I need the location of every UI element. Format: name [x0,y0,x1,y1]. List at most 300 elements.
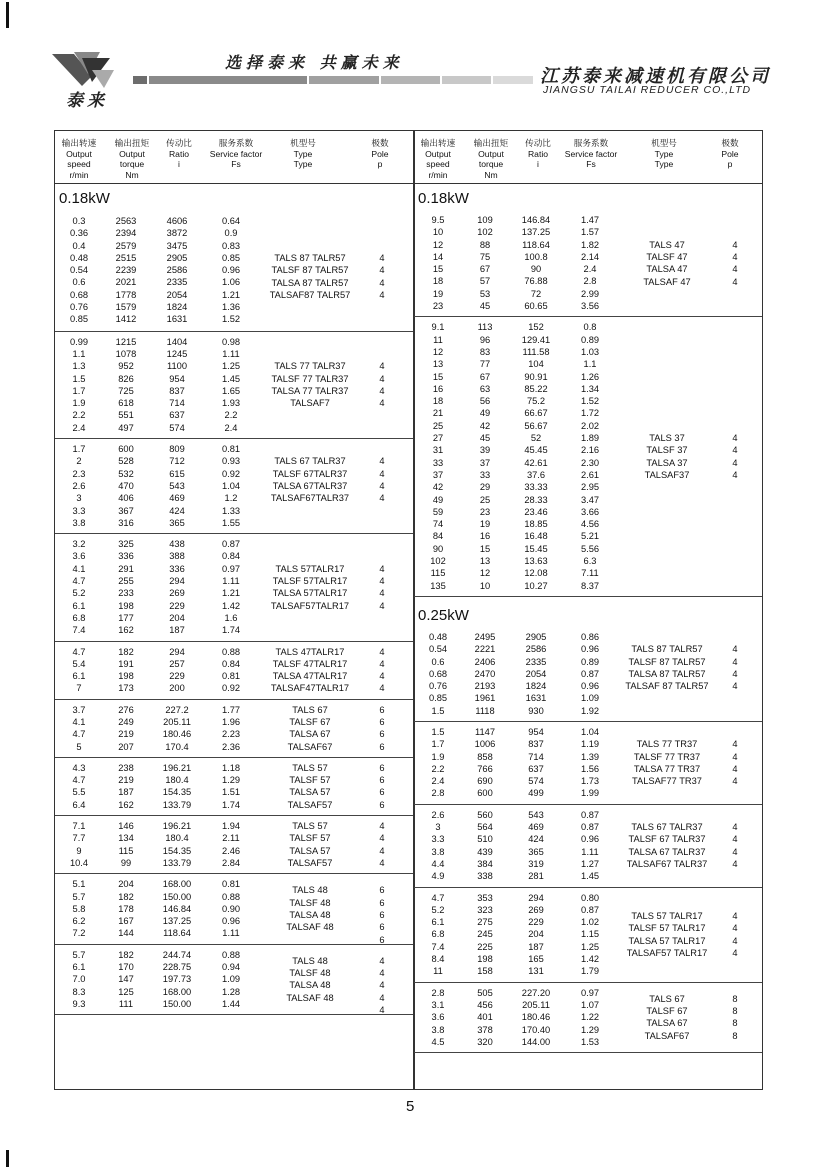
table-row [55,443,414,455]
cell-value: 42 [432,482,444,493]
cell-value: 0.88 [221,891,241,902]
cell-value: 2394 [115,228,137,239]
cell-value: 505 [477,987,493,998]
cell-value: 67 [479,264,491,275]
type-name: TALSAF67 [644,1030,690,1041]
column-header-line: Output [66,148,92,159]
cell-value: 1.02 [580,917,600,928]
cell-value: 4.7 [72,729,86,740]
cell-value: 118.64 [522,239,550,250]
type-name: TALSF 37 [646,445,688,456]
cell-value: 281 [528,871,544,882]
column-header-line: torque [119,159,145,169]
cell-value: 294 [169,576,185,587]
binding-mark-bottom [6,1150,9,1167]
cell-value: 15.45 [524,543,548,554]
cell-value: 2.3 [72,468,86,479]
cell-value: 229 [528,917,544,928]
cell-value: 72 [530,288,542,299]
column-header-line: Output [119,148,145,159]
table-row [55,313,414,325]
column-header-line: Output [478,148,504,159]
cell-value: 0.87 [580,904,600,915]
motor-group [414,722,762,805]
cell-value: 0.83 [221,240,241,251]
pole-count: 6 [379,716,385,727]
table-row [414,481,762,493]
cell-value: 77 [479,359,491,370]
cell-value: 424 [169,505,185,516]
pole-count: 4 [379,600,385,611]
motor-group [55,816,414,874]
cell-value: 615 [169,468,185,479]
cell-value: 952 [118,361,134,372]
cell-value: 6.8 [72,612,86,623]
cell-value: 10.4 [69,857,89,868]
cell-value: 1.94 [221,821,241,832]
cell-value: 135 [430,580,446,591]
column-header [416,138,460,180]
cell-value: 76.88 [524,276,548,287]
column-header-line: Ratio [168,148,190,159]
column-header-line: Nm [125,169,139,180]
cell-value: 497 [118,422,134,433]
cell-value: 16.48 [524,531,548,542]
pole-count: 4 [379,398,385,409]
cell-value: 75 [479,251,491,262]
column-header-line: 输出扭矩 [114,138,150,148]
cell-value: 2.30 [580,457,600,468]
cell-value: 2563 [115,216,137,226]
cell-value: 12 [479,568,491,579]
cell-value: 336 [169,563,185,574]
pole-count: 4 [379,671,385,682]
cell-value: 60.65 [524,301,548,312]
cell-value: 510 [477,834,493,845]
cell-value: 49 [479,408,491,419]
cell-value: 4.7 [72,576,86,587]
column-header-line: p [377,159,383,169]
cell-value: 137.25 [162,916,192,927]
column-header [558,138,624,170]
right-table [413,130,763,1090]
cell-value: 1.79 [580,966,600,977]
cell-value: 207 [118,741,134,752]
cell-value: 5.5 [72,787,86,798]
cell-value: 0.6 [431,656,445,667]
cell-value: 84 [432,531,444,542]
column-header-line: Nm [484,169,498,180]
column-header [468,138,514,180]
cell-value: 229 [169,600,185,611]
cell-value: 353 [477,892,493,903]
cell-value: 0.48 [428,631,448,642]
cell-value: 0.87 [580,822,600,833]
cell-value: 456 [477,999,493,1010]
cell-value: 2.4 [72,422,86,433]
column-header-line: Type [654,148,674,159]
type-name: TALSAF57 [287,799,333,810]
cell-value: 2515 [115,252,137,263]
cell-value: 0.86 [580,631,600,642]
pole-count: 4 [732,469,738,480]
type-name: TALSA 67 [646,1018,688,1029]
cell-value: 12.08 [524,568,548,579]
cell-value: 57 [479,276,491,287]
cell-value: 204 [118,879,134,890]
type-name: TALSA 67 TALR37 [628,846,706,857]
cell-value: 144 [118,928,134,939]
header-bar [133,76,147,84]
cell-value: 90.91 [524,371,548,382]
column-header [275,138,331,170]
pole-count: 4 [379,992,385,1003]
column-header-line: Ratio [527,148,549,159]
cell-value: 954 [528,726,544,737]
cell-value: 9 [76,845,82,856]
pole-count: 4 [732,644,738,655]
cell-value: 1.18 [221,762,241,773]
cell-value: 15 [432,264,444,275]
cell-value: 99 [120,857,132,868]
pole-count: 4 [732,910,738,921]
cell-value: 438 [169,539,185,550]
cell-value: 25 [432,420,444,431]
table-row [414,371,762,383]
cell-value: 424 [528,834,544,845]
cell-value: 1078 [115,348,137,359]
cell-value: 2.11 [222,833,240,844]
cell-value: 111.58 [522,346,550,357]
cell-value: 1100 [167,361,187,372]
cell-value: 338 [477,871,493,882]
type-name: TALSF 57 TALR17 [628,923,706,934]
cell-value: 33 [479,469,491,480]
cell-value: 219 [118,775,134,786]
cell-value: 8.37 [580,580,600,591]
cell-value: 3.8 [72,517,86,528]
pole-count: 4 [732,846,738,857]
column-header-line: Pole [721,148,739,159]
cell-value: 5.1 [72,879,86,890]
cell-value: 18 [432,276,444,287]
table-row [55,227,414,239]
cell-value: 0.6 [72,277,86,288]
table-row [55,612,414,624]
type-name: TALSF 87 TALR57 [628,656,706,667]
cell-value: 154.35 [162,787,192,798]
type-name: TALS 37 [649,433,685,444]
cell-value: 2335 [525,656,547,667]
type-name: TALSAF 47 [643,276,691,287]
cell-value: 1.09 [580,693,600,704]
cell-value: 67 [479,371,491,382]
motor-group [414,627,762,722]
cell-value: 574 [169,422,185,433]
table-row [414,580,762,592]
cell-value: 37 [479,457,491,468]
cell-value: 198 [118,600,134,611]
cell-value: 0.88 [221,949,241,960]
cell-value: 204 [528,929,544,940]
cell-value: 45 [479,433,491,444]
motor-group [55,642,414,700]
cell-value: 1.7 [431,739,445,750]
pole-count: 4 [732,239,738,250]
cell-value: 170.40 [521,1024,551,1035]
table-row [55,517,414,529]
cell-value: 158 [477,966,493,977]
table-row [414,214,762,226]
cell-value: 187 [118,787,134,798]
cell-value: 2495 [474,631,496,642]
pole-count: 4 [379,373,385,384]
pole-count: 4 [732,264,738,275]
cell-value: 2054 [525,668,547,679]
pole-count: 4 [732,776,738,787]
column-header [636,138,692,170]
cell-value: 7.0 [72,974,86,985]
cell-value: 2.4 [583,264,597,275]
cell-value: 1.11 [222,576,240,587]
cell-value: 1.45 [580,871,600,882]
column-header-line: 传动比 [525,138,551,148]
cell-value: 18.85 [524,519,548,530]
cell-value: 90 [432,543,444,554]
cell-value: 1.36 [221,302,241,313]
column-header-line: 极数 [721,138,739,148]
cell-value: 182 [118,949,134,960]
cell-value: 543 [528,809,544,820]
cell-value: 9.3 [72,998,86,1009]
cell-value: 6.1 [72,962,86,973]
cell-value: 1.65 [221,385,241,396]
cell-value: 23 [479,506,491,517]
cell-value: 7.2 [72,928,86,939]
pole-count: 6 [379,741,385,752]
cell-value: 1579 [115,302,137,313]
cell-value: 2.46 [221,845,241,856]
pole-count: 4 [732,763,738,774]
cell-value: 0.68 [69,289,89,300]
cell-value: 0.87 [580,809,600,820]
cell-value: 439 [477,846,493,857]
motor-group [414,210,762,317]
cell-value: 109 [477,215,493,225]
cell-value: 165 [528,954,544,965]
column-header [109,138,155,180]
cell-value: 2 [76,456,82,467]
type-name: TALSA 57 TALR17 [628,935,706,946]
pole-count: 4 [732,739,738,750]
type-name: TALSAF7 [290,398,330,409]
cell-value: 1.5 [431,726,445,737]
pole-count: 6 [379,934,385,945]
cell-value: 1.5 [431,705,445,716]
column-header-line: Service factor [209,148,263,159]
pole-count: 4 [732,251,738,262]
cell-value: 3.6 [431,1012,445,1023]
cell-value: 23 [432,301,444,312]
header-bar [309,76,378,84]
type-name: TALSF 57 [289,775,331,786]
cell-value: 227.2 [165,704,189,715]
cell-value: 147 [118,974,134,985]
cell-value: 2586 [166,265,188,276]
cell-value: 125 [118,986,134,997]
cell-value: 150.00 [162,891,192,902]
cell-value: 6.4 [72,799,86,810]
cell-value: 3.8 [431,1024,445,1035]
cell-value: 150.00 [162,998,192,1009]
cell-value: 4.5 [431,1036,445,1047]
column-header [518,138,558,170]
cell-value: 4606 [166,216,188,226]
cell-value: 144.00 [521,1036,551,1047]
column-header [203,138,269,170]
type-name: TALSA 47 [646,264,688,275]
cell-value: 15 [432,371,444,382]
cell-value: 16 [432,383,444,394]
cell-value: 1.99 [580,788,600,799]
table-row [414,300,762,312]
cell-value: 10 [479,580,491,591]
cell-value: 1778 [115,289,137,300]
type-name: TALSF 48 [289,897,331,908]
cell-value: 3.6 [72,551,86,562]
cell-value: 543 [169,480,185,491]
cell-value: 228.75 [162,962,192,973]
cell-value: 134 [118,833,134,844]
cell-value: 2.2 [224,410,238,421]
power-rating-heading: 0.25kW [418,606,469,624]
type-name: TALSAF47TALR17 [270,683,350,694]
column-header-line: 服务系数 [218,138,254,148]
column-header-line: 机型号 [651,138,677,148]
table-row [414,407,762,419]
cell-value: 294 [169,646,185,657]
cell-value: 3.56 [580,301,600,312]
cell-value: 2.61 [580,469,600,480]
cell-value: 154.35 [162,845,192,856]
pole-count: 6 [379,775,385,786]
cell-value: 6.2 [72,916,86,927]
cell-value: 173 [118,683,134,694]
cell-value: 245 [477,929,493,940]
page-number: 5 [406,1098,415,1115]
cell-value: 0.48 [69,252,89,263]
cell-value: 27 [432,433,444,444]
pole-count: 4 [732,681,738,692]
column-header [366,138,394,170]
type-name: TALSA 67 [289,729,331,740]
cell-value: 1.03 [580,346,600,357]
type-name: TALSA 57 [289,787,331,798]
motor-group [55,700,414,758]
type-name: TALSF 57TALR17 [272,576,348,587]
cell-value: 1.52 [580,396,600,407]
pole-count: 8 [732,1006,738,1017]
header-bar [149,76,307,84]
pole-count: 6 [379,787,385,798]
column-header-line: Type [293,159,313,169]
motor-group [55,874,414,944]
pole-count: 4 [379,845,385,856]
cell-value: 111 [118,998,134,1009]
column-header-line: Output [425,148,451,159]
cell-value: 0.81 [221,671,241,682]
cell-value: 39 [479,445,491,456]
pole-count: 4 [379,980,385,991]
cell-value: 2.2 [72,410,86,421]
table-row [414,334,762,346]
cell-value: 470 [118,480,134,491]
cell-value: 13.63 [524,556,548,567]
header-bars [133,76,533,84]
cell-value: 1006 [474,739,496,750]
cell-value: 198 [118,671,134,682]
cell-value: 954 [169,373,185,384]
cell-value: 0.85 [69,314,89,325]
cell-value: 0.81 [221,879,241,890]
type-name: TALSAF87 TALR57 [269,289,351,300]
motor-group [55,439,414,534]
cell-value: 0.87 [221,539,241,550]
column-header-line: 输出扭矩 [473,138,509,148]
type-name: TALSF 47 [646,251,688,262]
type-name: TALSAF67 [287,741,333,752]
type-name: TALS 87 TALR57 [274,252,346,263]
pole-count: 4 [379,265,385,276]
cell-value: 600 [477,788,493,799]
pole-count: 4 [379,468,385,479]
pole-count: 4 [379,563,385,574]
cell-value: 52 [530,433,542,444]
table-row [414,358,762,370]
cell-value: 3.3 [431,834,445,845]
cell-value: 16 [479,531,491,542]
cell-value: 401 [477,1012,493,1023]
power-rating-heading: 0.18kW [59,190,110,207]
cell-value: 178 [118,903,134,914]
cell-value: 1.42 [221,600,241,611]
cell-value: 1.7 [72,385,86,396]
cell-value: 187 [169,625,185,636]
table-row [414,420,762,432]
cell-value: 2.36 [221,741,241,752]
pole-count: 6 [379,885,385,896]
cell-value: 1.9 [72,398,86,409]
column-header-line: 服务系数 [573,138,609,148]
cell-value: 0.90 [221,903,241,914]
cell-value: 406 [118,493,134,504]
pole-count: 4 [379,480,385,491]
table-row [55,240,414,252]
cell-value: 1.89 [580,433,600,444]
cell-value: 118.64 [163,928,191,939]
type-name: TALSF 47TALR17 [272,658,348,669]
cell-value: 1.6 [224,612,238,623]
cell-value: 826 [118,373,134,384]
column-header-line: 输出转速 [420,138,456,148]
cell-value: 1.93 [221,398,241,409]
cell-value: 115 [430,568,446,579]
pole-count: 4 [379,361,385,372]
cell-value: 5.7 [72,949,86,960]
cell-value: 23.46 [524,506,548,517]
type-name: TALSAF57 [287,857,333,868]
cell-value: 1.21 [221,289,241,300]
